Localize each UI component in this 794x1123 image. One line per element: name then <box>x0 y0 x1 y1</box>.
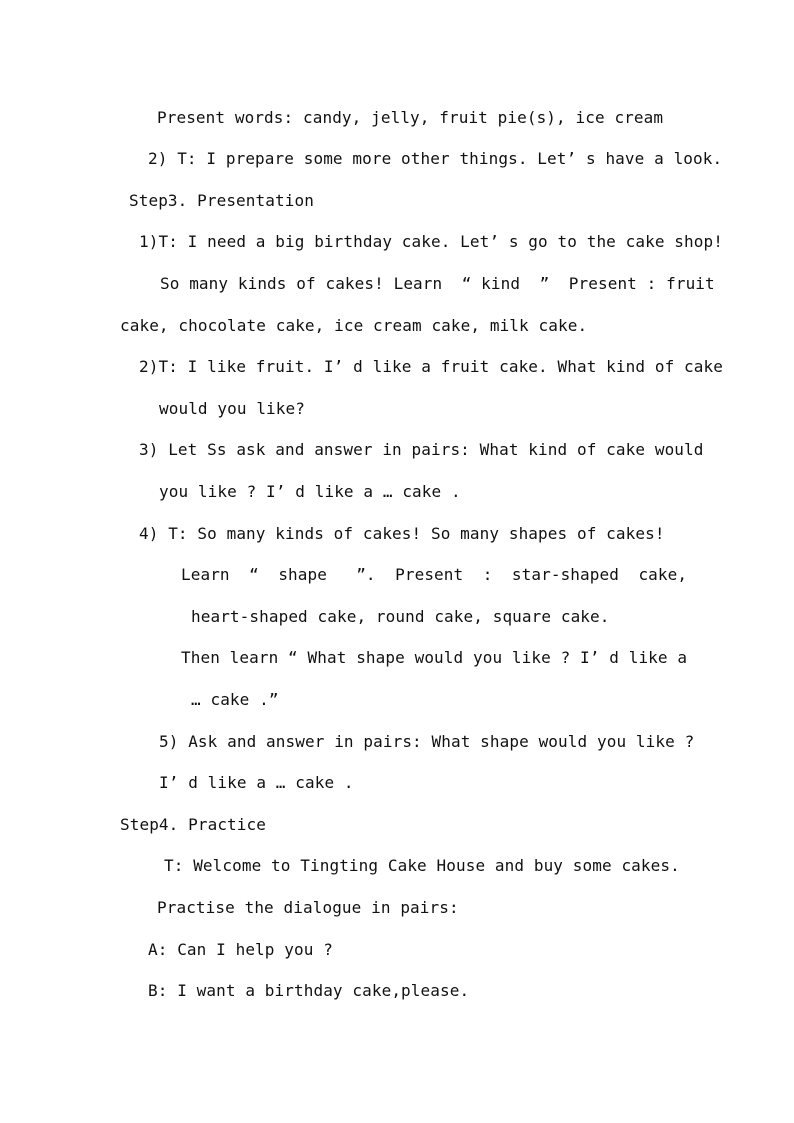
text-line-learn-kind: So many kinds of cakes! Learn “ kind ” Present : fruit <box>160 274 715 293</box>
text-line-cake-types: cake, chocolate cake, ice cream cake, milk cake. <box>120 316 588 335</box>
text-line-birthday-cake: 1)T: I need a big birthday cake. Let’ s go to the cake shop! <box>139 232 723 251</box>
text-line-practise-dialogue: Practise the dialogue in pairs: <box>157 898 459 917</box>
text-line-welcome: T: Welcome to Tingting Cake House and buy some cakes. <box>164 856 680 875</box>
dialogue-line-a: A: Can I help you ? <box>148 940 333 959</box>
text-line-shape-types: heart-shaped cake, round cake, square cake. <box>191 607 610 626</box>
text-line-like-fruit: 2)T: I like fruit. I’ d like a fruit cake. What kind of cake <box>139 357 723 376</box>
heading-step3-presentation: Step3. Presentation <box>129 191 314 210</box>
text-line-cake-quote: … cake .” <box>191 690 279 709</box>
dialogue-line-b: B: I want a birthday cake,please. <box>148 981 470 1000</box>
text-line-learn-shape: Learn “ shape ”. Present : star-shaped cake, <box>181 565 688 584</box>
text-line-ask-answer-shape: 5) Ask and answer in pairs: What shape would you like ? <box>159 732 695 751</box>
text-line-shapes-of-cakes: 4) T: So many kinds of cakes! So many shapes of cakes! <box>139 524 665 543</box>
text-line-would-you-like: would you like? <box>159 399 305 418</box>
text-line-ask-answer-kind: 3) Let Ss ask and answer in pairs: What kind of cake would <box>139 440 704 459</box>
text-line-then-learn: Then learn “ What shape would you like ? I’ d like a <box>181 648 688 667</box>
text-line-present-words: Present words: candy, jelly, fruit pie(s), ice cream <box>157 108 664 127</box>
text-line-kind-answer: you like ? I’ d like a … cake . <box>159 482 461 501</box>
text-line-shape-answer: I’ d like a … cake . <box>159 773 354 792</box>
heading-step4-practice: Step4. Practice <box>120 815 266 834</box>
text-line-prepare-things: 2) T: I prepare some more other things. Let’ s have a look. <box>148 149 723 168</box>
